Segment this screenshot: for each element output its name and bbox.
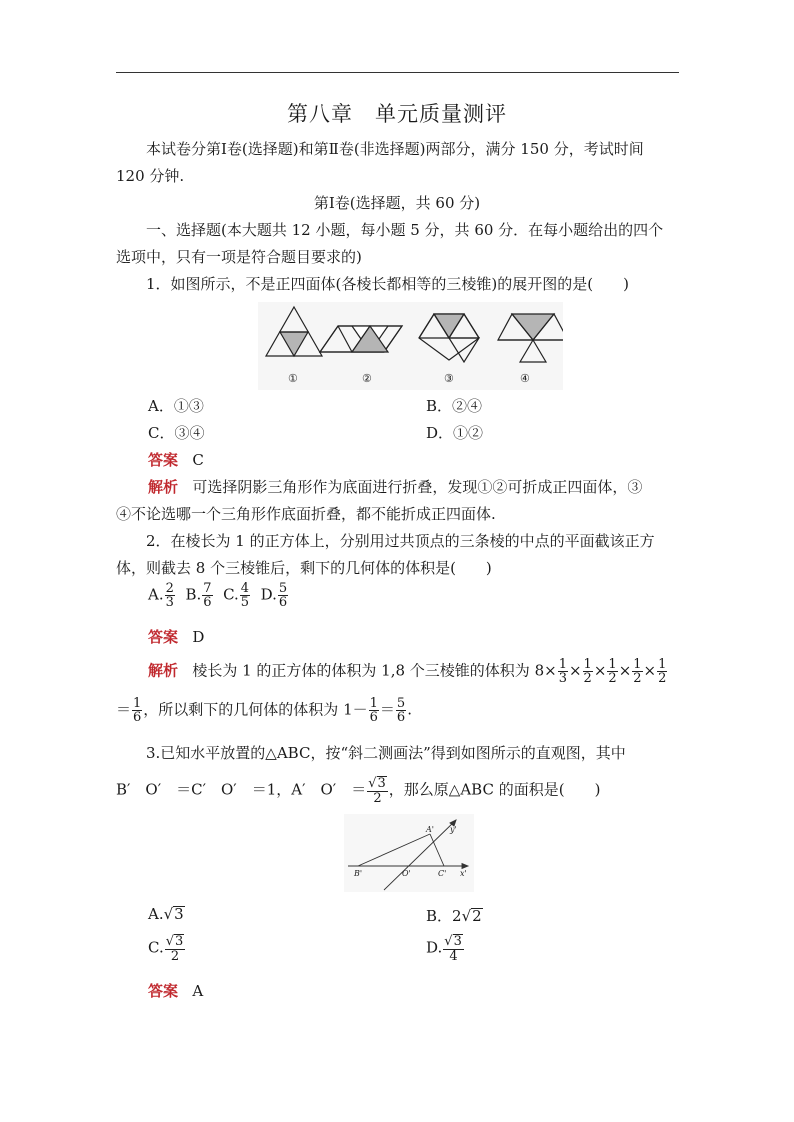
fig-label-3: ③ [444, 372, 454, 385]
frac-1-3: $\frac{1}{3}$ [558, 657, 567, 686]
part1-heading-2: 选项中，只有一项是符合题目要求的) [116, 248, 362, 266]
intro-line-2: 120 分钟. [116, 167, 185, 185]
sqrt-2: √2 [461, 907, 482, 925]
frac-1-6: $\frac{1}{6}$ [369, 696, 378, 725]
q3-answer [148, 980, 203, 1001]
q1-option-c: C．③④ [148, 424, 205, 442]
q1-stem: 1．如图所示，不是正四面体(各棱长都相等的三棱锥)的展开图的是( ) [146, 275, 629, 293]
q3-option-c: C. $\frac{√3}{2}$ [148, 934, 184, 964]
q3-option-d: D. $\frac{√3}{4}$ [426, 934, 462, 964]
sqrt-3: √3 [163, 905, 184, 923]
q2-option-c-frac: $\frac{4}{5}$ [240, 581, 250, 610]
q1-option-d: D．①② [426, 424, 484, 442]
frac-1-6: $\frac{1}{6}$ [133, 696, 142, 725]
label-b: B' [354, 869, 363, 878]
q1-figure [258, 302, 563, 390]
label-y: y' [450, 825, 457, 834]
label-o: O' [402, 869, 411, 878]
q3-stem-2: B′ O′ ＝C′ O′ ＝1，A′ O′ ＝ $\frac{√3}{2}$ ，那么原△ABC 的面积是( ) [116, 776, 601, 806]
frac-sqrt3-4: $\frac{√3}{4}$ [444, 934, 462, 964]
q2-option-a-frac: $\frac{2}{3}$ [165, 581, 174, 610]
q2-option-b-frac: $\frac{7}{6}$ [203, 581, 212, 610]
header-rule [116, 72, 679, 73]
analysis-label: 解析 [148, 478, 179, 496]
frac-1-2: $\frac{1}{2}$ [633, 657, 642, 686]
fig-label-4: ④ [520, 372, 530, 385]
frac-1-2: $\frac{1}{2}$ [583, 657, 592, 686]
q1-answer [148, 449, 204, 470]
q2-analysis-2: ＝ $\frac{1}{6}$ ，所以剩下的几何体的体积为 1－ $\frac{1}{6}$ ＝ $\frac{5}{6}$ . [116, 696, 412, 725]
q3-option-b: B．2√2 [426, 907, 482, 925]
q3-figure [344, 814, 474, 892]
answer-label: 答案 [148, 451, 179, 469]
q2-option-a-label: A. [148, 585, 164, 604]
section-title: 第Ⅰ卷(选择题，共 60 分) [313, 194, 481, 212]
q2-analysis-1: 解析 棱长为 1 的正方体的体积为 1,8 个三棱锥的体积为 8× $\frac{1}{3}$ × $\frac{1}{2}$ × $\frac{1}{2}$ × $\frac{1}{2}$ × $\frac{1}{2}$ [148, 657, 667, 686]
q2-answer [148, 626, 204, 647]
analysis-label: 解析 [148, 661, 179, 680]
label-a: A' [426, 825, 434, 834]
frac-5-6: $\frac{5}{6}$ [396, 696, 406, 725]
answer-label: 答案 [148, 982, 179, 1000]
label-c: C' [438, 869, 447, 878]
fig-label-1: ① [288, 372, 298, 385]
q1-analysis-1 [148, 476, 642, 497]
analysis-text: 棱长为 1 的正方体的体积为 1,8 个三棱锥的体积为 8× [192, 661, 557, 680]
frac-sqrt3-2: $\frac{√3}{2}$ [368, 776, 386, 806]
frac-sqrt3-2: $\frac{√3}{2}$ [165, 934, 184, 964]
q2-stem-2: 体，则截去 8 个三棱锥后，剩下的几何体的体积是( ) [116, 559, 492, 577]
frac-1-2: $\frac{1}{2}$ [608, 657, 617, 686]
q2-option-b-label: B. [185, 585, 202, 604]
q2-stem-1: 2．在棱长为 1 的正方体上，分别用过共顶点的三条棱的中点的平面截该正方 [146, 532, 655, 550]
q2-option-c-label: C. [223, 585, 239, 604]
page-title: 第八章 单元质量测评 [287, 102, 507, 126]
q1-option-a: A．①③ [148, 397, 204, 415]
q2-option-d-label: D. [260, 585, 277, 604]
q3-option-a: A.√3 [148, 905, 184, 923]
answer-value: D [192, 628, 205, 646]
part1-heading-1: 一、选择题(本大题共 12 小题，每小题 5 分，共 60 分．在每小题给出的四个 [146, 221, 664, 239]
answer-value: C [192, 451, 204, 469]
q2-options [148, 582, 289, 609]
intro-line-1: 本试卷分第Ⅰ卷(选择题)和第Ⅱ卷(非选择题)两部分，满分 150 分，考试时间 [146, 140, 644, 158]
q1-analysis-2: ④不论选哪一个三角形作底面折叠，都不能折成正四面体. [116, 505, 496, 523]
analysis-text: 可选择阴影三角形作为底面进行折叠，发现①②可折成正四面体，③ [192, 478, 643, 496]
answer-label: 答案 [148, 628, 179, 646]
q3-stem-1: 3.已知水平放置的△ABC，按“斜二测画法”得到如图所示的直观图，其中 [146, 744, 626, 762]
q2-option-d-frac: $\frac{5}{6}$ [278, 581, 288, 610]
label-x: x' [460, 869, 467, 878]
frac-1-2: $\frac{1}{2}$ [658, 657, 667, 686]
answer-value: A [192, 982, 204, 1000]
fig-label-2: ② [362, 372, 372, 385]
q1-option-b: B．②④ [426, 397, 483, 415]
